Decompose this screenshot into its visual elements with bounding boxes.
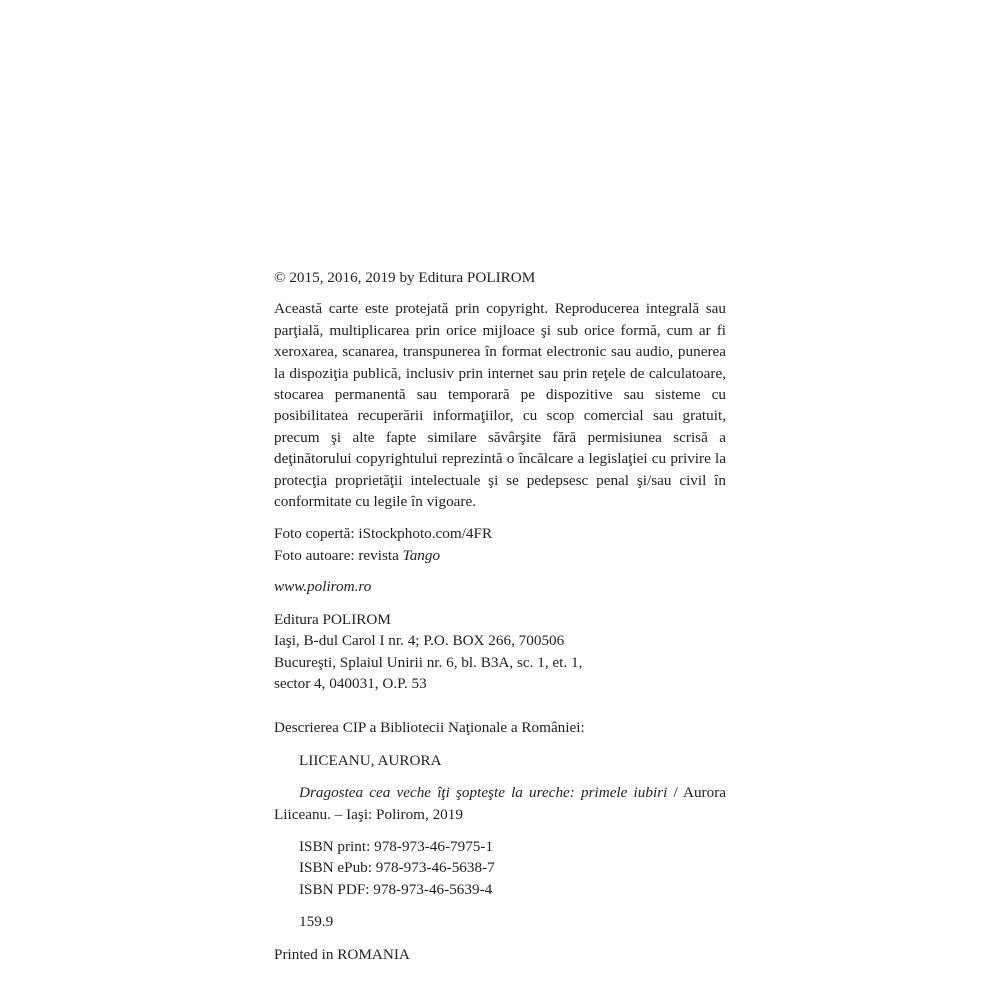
publisher-name: Editura POLIROM	[274, 610, 391, 628]
author-photo-credit	[274, 545, 726, 566]
cip-book-title: Dragostea cea veche îţi şopteşte la ureche: primele iubiri	[299, 784, 668, 802]
publisher-address-iasi: Iaşi, B-dul Carol I nr. 4; P.O. BOX 266, 700506	[274, 632, 565, 650]
cip-author: LIICEANU, AURORA	[299, 751, 442, 769]
website-link	[274, 576, 726, 597]
cip-heading: Descrierea CIP a Bibliotecii Naţionale a României:	[274, 719, 585, 737]
isbn-list	[274, 836, 726, 900]
copyright-notice: Această carte este protejată prin copyright. Reproducerea integrală sau parţială, multiplicarea prin orice mijloace şi sub orice formă, cum ar fi xeroxarea, scanarea, transpunerea în format electronic sau audio, punerea la dispoziţia publică, inclusiv prin internet sau prin reţele de calculatoare, stocarea permanentă sau temporară pe dispozitive sau sisteme cu posibilitatea recuperării informaţiilor, cu scop comercial sau gratuit, precum şi alte fapte similare săvârşite fără permisiunea scrisă a deţinătorului copyrightului reprezintă o încălcare a legislaţiei cu privire la protecţia proprietăţii intelectuale şi se pedepsesc penal şi/sau civil în conformitate cu legile în vigoare.	[274, 300, 726, 511]
copyright-page	[274, 267, 726, 965]
cover-photo-credit: Foto copertă: iStockphoto.com/4FR	[274, 525, 493, 543]
publisher-address-bucuresti: Bucureşti, Splaiul Unirii nr. 6, bl. B3A, sc. 1, et. 1,	[274, 653, 583, 671]
isbn-epub: ISBN ePub: 978-973-46-5638-7	[299, 859, 495, 877]
website-text: www.polirom.ro	[274, 578, 372, 596]
author-photo-label: Foto autoare: revista	[274, 546, 403, 564]
printed-in: Printed in ROMANIA	[274, 945, 410, 963]
cip-title-entry	[274, 782, 726, 825]
isbn-pdf: ISBN PDF: 978-973-46-5639-4	[299, 880, 493, 898]
author-photo-source: Tango	[402, 546, 441, 564]
cip-classification: 159.9	[299, 913, 334, 931]
publisher-address-sector: sector 4, 040031, O.P. 53	[274, 674, 427, 692]
cip-responsibility: / Aurora Liiceanu. – Iaşi: Polirom, 2019	[274, 784, 726, 823]
isbn-print: ISBN print: 978-973-46-7975-1	[299, 837, 494, 855]
cip-record	[274, 750, 726, 933]
copyright-line: © 2015, 2016, 2019 by Editura POLIROM	[274, 269, 536, 286]
